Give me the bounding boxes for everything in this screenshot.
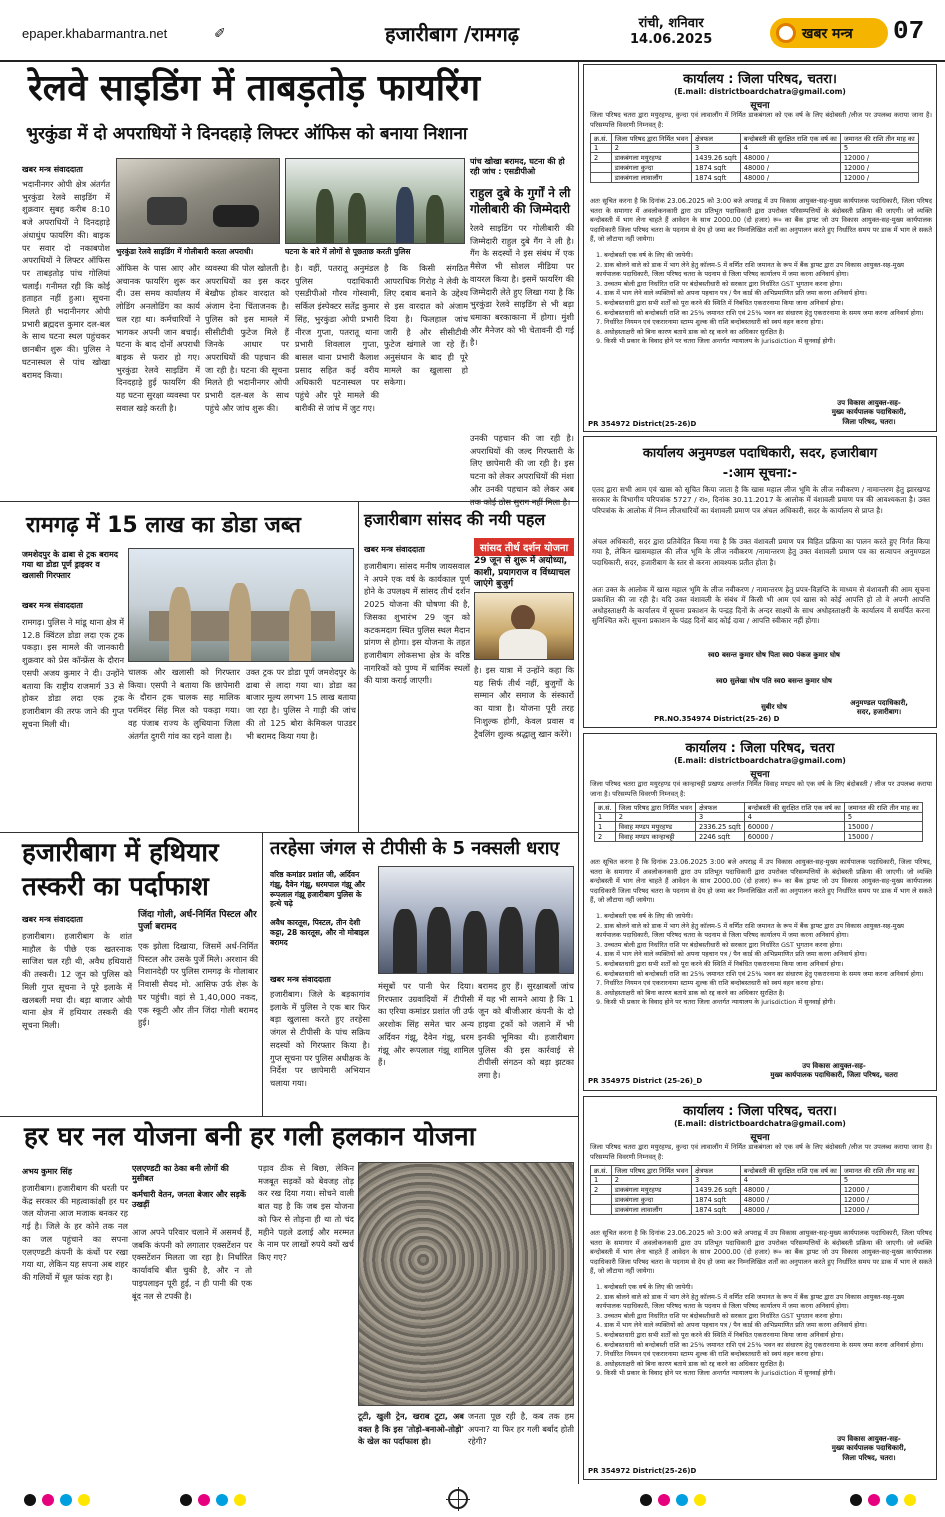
story2-col3: उक्त ट्रक पर डोडा पूर्ण जमशेदपुर के ढाबा से लादा गया था। डोडा का बाजार मूल्य लगभग 15 लाख बताया जा रहा है। पुलिस ने गाड़ी की जांच की तो 125 बोरा केमिकल पाउडर भी बरामद किया गया है।	[246, 667, 356, 741]
list-item: 5. बन्दोबस्तधारी द्वारा सभी शर्तों को पूरा करने की स्थिति में निबंधित एकरारनामा किया जाना अनिवार्य होगा।	[596, 299, 844, 308]
notice4-sign: उप विकास आयुक्त-सह- मुख्य कार्यपालक पदाधिकारी, जिला परिषद, चतरा।	[831, 1435, 907, 1462]
table-cell: 1874 sqft	[692, 1195, 741, 1205]
story5-kicker1: वरिष्ठ कमांडर प्रशांत जी, अर्दिवन गंझू, दैवेन गंझू, धरमपाल गंझू और रूपलाल गंझू हजारीबाग पुलिस के हत्थे चढ़े	[270, 870, 365, 909]
table-cell: डाकबंगला मयुरहण्ड	[611, 1185, 691, 1195]
brand-name: खबर मन्त्र	[802, 25, 853, 42]
column-divider	[578, 62, 579, 1484]
table-cell: 15000 /	[844, 832, 922, 842]
table-cell: 1	[595, 813, 616, 822]
table-cell: 1439.26 sqft	[692, 1185, 741, 1195]
table-header: क्षेत्रफल	[692, 1166, 741, 1176]
table-header: क्षेत्रफल	[692, 134, 741, 144]
cursor-icon: ✐	[214, 26, 226, 42]
city-day: रांची, शनिवार	[638, 16, 704, 31]
table-cell: 5	[844, 813, 922, 822]
section-title: हजारीबाग /रामगढ़	[385, 22, 519, 46]
story5-headline[interactable]: तरहेसा जंगल से टीपीसी के 5 नक्सली धराए	[270, 838, 560, 859]
registration-mark-icon	[448, 1489, 468, 1509]
table-cell: डाकबंगला कुन्दा	[611, 1195, 691, 1205]
table-cell: डाकबंगला मयुरहण्ड	[611, 153, 691, 163]
color-dot	[78, 1494, 90, 1506]
story1-col4: है। वहीं, पतरातू अनुमंडल पुलिस पदाधिकारी एसडीपीओ गौरव गोस्वामी, सर्किल इंस्पेक्टर सतेंद्र कुमार सिंह, भुरकुंडा ओपी प्रभारी नीरज गुप्ता, पतरातू थाना प्रभारी शिवलाल गुप्ता, बासल थाना प्रभारी कैलाश प्रसाद सहित कई वरीय अधिकारी घटनास्थल पर पहुंचे और पूरे मामले की बारीकी से जांच में जुट गए।	[295, 263, 379, 413]
table-row	[595, 813, 923, 822]
notice3-title: कार्यालय : जिला परिषद, चतरा	[685, 741, 835, 756]
story3-col2: है। इस यात्रा में उन्होंने कहा कि यह सिर्फ तीर्थ नहीं, बुजुर्गों के सम्मान और समाज के संस्कारों का यात्रा है। योजना पूरी तरह निःशुल्क होगी, केवल प्रवास व ट्रैवलिंग शुल्क श्रद्धालु खान करेंगे।	[474, 665, 574, 739]
date-value: 14.06.2025	[630, 32, 713, 48]
notice2-body2: अंचल अधिकारी, सदर द्वारा प्रतिवेदित किया गया है कि उक्त वंशावली प्रमाण पत्र विहित प्रक्रिया का पालन करते हुए निर्गत किया गया है, लेकिन खासमहाल की लीज भूमि के लीज नवीकरण /नामान्तरण हेतु उक्त वंशावली प्रमाण पत्र का सत्यापन अनुमण्डल पदाधिकारी, सदर, हजारीबाग के स्तर से करना आवश्यक प्रतीत होता है।	[592, 537, 930, 567]
story6-col3: पड़ाव ठीक से बिछा, लेकिन मजबूत सड़कों को बेवजह तोड़ कर रख दिया गया। सोचने वाली बात यह है कि जब इस योजना को फिर से तोड़ना ही था तो चंद महीने पहले ढलाई और मरम्मत के नाम पर लाखों रुपये क्यों खर्च किए गए?	[258, 1163, 354, 1262]
story6-kicker1: एलएण्डटी का ठेका बनी लोगों की मुसीबत	[132, 1164, 229, 1184]
story1-caption2: घटना के बारे में लोगों से पूछताछ करती पुलिस	[285, 247, 411, 256]
color-dot	[850, 1494, 862, 1506]
story2-photo-press	[128, 548, 354, 662]
story1-photo-police	[285, 158, 465, 244]
table-header: जमानत की राशि तीन माह का	[844, 803, 922, 813]
table-header: जिला परिषद द्वारा निर्मित भवन	[615, 803, 695, 813]
table-cell: 4	[740, 144, 840, 153]
table-header: बन्दोबस्ती की सुरक्षित राशि एक वर्ष का	[744, 803, 844, 813]
table-cell: 15000 /	[844, 822, 922, 832]
list-item: 4. डाक में भाग लेने वाले व्यक्तियों को अपना पहचान पत्र / पैन कार्ड की अभिप्रमाणित प्रति जमा करना अनिवार्य होगा।	[596, 950, 867, 959]
table-cell: डाकबंगला लावालौंग	[611, 1205, 691, 1215]
table-cell: 3	[692, 1176, 741, 1185]
table-cell: 2	[591, 1185, 612, 1195]
table-cell: 48000 /	[740, 153, 840, 163]
table-cell: 1874 sqft	[692, 163, 741, 173]
story4-col2: एक झोला दिखाया, जिसमें अर्ध-निर्मित पिस्टल और उसके पुर्जे मिले। अरशान की निशानदेही पर पुलिस रामगढ़ के गोलाबार निवासी सैयद मो. आसिफ उर्फ शेरू के घर पहुंची। वहां से 1,40,000 नकद, एक स्कूटी और तीन जिंदा गोली बरामद हुई।	[138, 941, 258, 1028]
story5-kicker2: अवैध कारतूस, पिस्टल, तीन देशी कट्टा, 28 कारतूस, और नो मोबाइल बरामद	[270, 918, 369, 947]
notice4-pr: PR 354972 District(25-26)D	[588, 1467, 697, 1475]
table-header: क्षेत्रफल	[696, 803, 745, 813]
notice1-title: कार्यालय : जिला परिषद, चतरा।	[683, 72, 837, 87]
notice2-title: कार्यालय अनुमण्डल पदाधिकारी, सदर, हजारीबाग	[642, 446, 878, 461]
list-item: 5. बन्दोबस्तधारी द्वारा सभी शर्तों को पूरा करने की स्थिति में निबंधित एकरारनामा किया जाना अनिवार्य होगा।	[596, 1331, 844, 1340]
table-cell: 1	[595, 822, 616, 832]
list-item: 1. बन्दोबस्ती एक वर्ष के लिए की जायेगी।	[596, 912, 693, 920]
table-header: क्र.सं.	[595, 803, 616, 813]
color-dot	[180, 1494, 192, 1506]
story1-subheadline: भुरकुंडा में दो अपराधियों ने दिनदहाड़े लिफ्टर ऑफिस को बनाया निशाना	[26, 124, 468, 144]
table-cell	[591, 163, 612, 173]
list-item: 1. बन्दोबस्ती एक वर्ष के लिए की जायेगी।	[596, 1283, 693, 1291]
story5-photo-naxal	[378, 866, 574, 974]
story1-col7: उनकी पहचान की जा रही है। अपराधियों की जल्द गिरफ्तारी के लिए छापेमारी की जा रही है। इस घटना को लेकर अपराधियों की मंशा और उनकी पहचान को लेकर अब तक कोई ठोस सुराग नहीं मिला है।	[470, 433, 574, 507]
notice1-intro: जिला परिषद चतरा द्वारा मयुरहण्ड, कुन्दा एवं लावालौंग में निर्मित डाकबंगला को एक वर्ष के लिए बंदोबस्ती /लीज पर उपलब्ध कराया जाना है। परिसम्पत्ति विवरणी निम्नवत् है:	[590, 111, 932, 129]
notice1-pr: PR 354972 District(25-26)D	[588, 420, 697, 428]
table-cell	[591, 1195, 612, 1205]
table-header: जमानत की राशि तीन माह का	[840, 1166, 918, 1176]
story5-col3: बरामद हुए हैं। सुरक्षाबलों जांच में यह भी सामने आया है कि 1 जून को बीजीआर कंपनी के दो हाइवा ट्रकों को जलाने में भी इनकी भूमिका थी। हजारीबाग पुलिस की इस कार्रवाई से टीपीसी संगठन को बड़ा झटका लगा है।	[478, 981, 574, 1080]
notice2-tree1: स्व0 बसन्त कुमार घोष पिता स्व0 पंकज कुमार घोष	[708, 651, 840, 659]
color-dot	[676, 1494, 688, 1506]
color-dot	[886, 1494, 898, 1506]
story5-byline: खबर मन्त्र संवाददाता	[270, 975, 331, 984]
list-item: 6. बन्दोबस्तधारी को बन्दोबस्ती राशि का 25% जमानत राशि एवं 25% भवन का संधारण हेतु एकरारनामा के समय जमा करना अनिवार्य होगा।	[596, 1340, 924, 1349]
notice2-label: -:आम सूचना:-	[722, 466, 798, 481]
table-cell: 3	[692, 144, 741, 153]
story6-col2: आज अपने परिवार चलाने में असमर्थ हैं, जबकि कंपनी को लगातार एक्सटेंशन पर एक्सटेंशन मिलता जा रहा है। निर्धारित कार्यावधि बीत चुकी है, और न तो पाइपलाइन पूरी हुई, न ही पानी की एक बूंद नल से टपकी है।	[132, 1227, 252, 1301]
notice3-conditions	[596, 912, 930, 1062]
notice4-email[interactable]: (E.mail: districtboardchatra@gmail.com)	[674, 1119, 846, 1128]
notice3-body: अतः सूचित करना है कि दिनांक 23.06.2025 3:00 बजे अपराह्न में उप विकास आयुक्त-सह-मुख्य कार्यपालक पदाधिकारी, जिला परिषद, चतरा के समागार में अवलोकनकारी द्वारा उप प्रतिभूत पदाधिकारी द्वारा उपरोक्त परिसम्पत्तियों के बंदोबस्ती प्रक्रिया की जाएगी। जो व्यक्ति बन्दोबस्ती में भाग लेना चाहते हैं आवेदन के साथ 2000.00 (दो हजार) रू० का बैंक ड्राफ्ट जो उप विकास आयुक्त-सह-मुख्य कार्यपालक पदाधिकारी जिला परिषद चतरा के पदनाम से देय हो जमा कर निम्नलिखित शर्तों का अनुपालन करते हुए निर्धारित समय पर डाक में भाग ले सकते हैं, जो लौटाया नहीं जायेगा।	[590, 858, 932, 905]
story1-sidebar-headline: राहुल दुबे के गुर्गों ने ली गोलीबारी की जिम्मेदारी	[470, 186, 571, 216]
section-divider	[0, 1116, 578, 1117]
table-cell: 1	[591, 1176, 612, 1185]
table-cell: 3	[696, 813, 745, 822]
list-item: 4. डाक में भाग लेने वाले व्यक्तियों को अपना पहचान पत्र / पैन कार्ड की अभिप्रमाणित प्रति जमा करना अनिवार्य होगा।	[596, 289, 867, 298]
table-cell: 48000 /	[740, 1185, 840, 1195]
story2-col2: चालक और खलासी को गिरफ्तार किया। एसपी ने बताया कि छापेमारी के दौरान ट्रक चालक सह मालिक परमिंदर सिंह मिल को पकड़ा गया। वह पंजाब राज्य के लुधियाना जिला अंतर्गत दुगरी गांव का रहने वाला है।	[128, 667, 240, 741]
table-header: क्र.सं.	[591, 1166, 612, 1176]
notice1-table	[590, 133, 919, 183]
notice-zila-parishad-2	[583, 733, 937, 1091]
notice2-tree2: स्व0 सुलेखा घोष पति स्व0 बसन्त कुमार घोष	[716, 677, 832, 685]
story2-byline: खबर मन्त्र संवाददाता	[22, 601, 83, 610]
story1-col5: है कि किसी संगठित आपराधिक गिरोह ने लेवी के लिए दबाव बनाने के उद्देश्य से इस वारदात को अंजाम दिया है। फिलहाल जांच जारी है और सीसीटीवी फुटेज खंगाले जा रहे हैं। अनुसंधान के बाद ही पूरे मामले का खुलासा हो सकेगा।	[384, 263, 468, 388]
list-item: 9. किसी भी प्रकार के विवाद होने पर चतरा जिला अन्तर्गत न्यायालय के jurisdiction में सुनवाई होगी।	[596, 1369, 836, 1378]
table-cell: 1874 sqft	[692, 1205, 741, 1215]
story5-col1: हजारीबाग। जिले के बड़कागांव इलाके में पुलिस ने एक बार फिर बड़ा खुलासा करते हुए तरहेसा जंगल से टीपीसी के पांच सक्रिय सदस्यों को गिरफ्तार किया है। गुप्त सूचना पर पुलिस अधीक्षक के निर्देश पर छापेमारी अभियान चलाया गया।	[270, 989, 370, 1088]
logo-emblem-icon	[776, 23, 796, 43]
story4-kicker: जिंदा गोली, अर्ध-निर्मित पिस्टल और पुर्जा बरामद	[138, 910, 257, 932]
list-item: 8. अधोहस्ताक्षरी को बिना कारण बताये डाक को रद्द करने का अधिकार सुरक्षित है।	[596, 1359, 785, 1368]
notice3-pr: PR 354975 District (25-26)_D	[588, 1077, 703, 1085]
story6-caption: टूटी, खुली ट्रेन, खराब टूटा, अब वक्त है कि इस 'तोड़ो-बनाओ-तोड़ो' के खेल का पर्दाफाश हो।	[358, 1411, 464, 1447]
list-item: 8. अधोहस्ताक्षरी को बिना कारण बताये डाक को रद्द करने का अधिकार सुरक्षित है।	[596, 988, 785, 997]
table-cell: 2	[595, 832, 616, 842]
notice4-title: कार्यालय : जिला परिषद, चतरा।	[683, 1104, 837, 1119]
edition-date	[630, 16, 712, 49]
page-number: 07	[893, 16, 925, 46]
story6-col1: हजारीबाग। हजारीबाग की धरती पर केंद्र सरकार की महत्वाकांक्षी हर घर जल योजना आज मजाक बनकर रह गई है। जिले के हर कोने तक नल का जल पहुंचाने का सपना एलएण्डटी कंपनी के कंधों पर रखा गया था, लेकिन यह सपना अब शहर की गलियों में धूल फांक रहा है।	[22, 1183, 128, 1282]
site-url[interactable]: epaper.khabarmantra.net	[22, 26, 168, 41]
table-header: बन्दोबस्ती की सुरक्षित राशि एक वर्ष का	[740, 134, 840, 144]
story4-headline-2[interactable]: तस्करी का पर्दाफाश	[22, 872, 209, 902]
table-cell: 48000 /	[740, 1205, 840, 1215]
notice3-email[interactable]: (E.mail: districtboardchatra@gmail.com)	[674, 756, 846, 765]
table-header: क्र.सं.	[591, 134, 612, 144]
color-dot	[234, 1494, 246, 1506]
table-cell: 5	[840, 144, 918, 153]
table-cell: 48000 /	[740, 163, 840, 173]
color-dot	[868, 1494, 880, 1506]
table-cell: 48000 /	[740, 1195, 840, 1205]
story2-headline[interactable]: रामगढ़ में 15 लाख का डोडा जब्त	[26, 513, 301, 538]
table-cell: डाकबंगला कुन्दा	[611, 163, 691, 173]
color-dot	[60, 1494, 72, 1506]
table-row	[591, 1185, 919, 1195]
story3-photo-mp	[474, 592, 574, 660]
notice4-label: सूचना	[750, 1133, 770, 1143]
notice2-body3: अतः उक्त के आलोक में खास महाल भूमि के लीज नवीकरण / नामान्तरण हेतु प्रपत्र-विज्ञप्ति के माध्यम से वंशावली की आम सूचना प्रकाशित की जा रही है। यदि उक्त वंशावली के संबंध में किसी भी आम एवं खास को कोई आपत्ति हो तो वे अपनी आपत्ति अधोहस्ताक्षरी के कार्यालय में सूचना प्रकाशन के पन्द्रह दिनों के अन्दर साक्ष्यों के साथ अधोहस्ताक्षरी के कार्यालय में समर्पित करना सुनिश्चित करें। सूचना प्रकाशन के पंद्रह दिनों बाद कोई दावा / आपत्ति स्वीकार नहीं होगा।	[592, 585, 930, 626]
table-cell: 12000 /	[840, 1205, 918, 1215]
notice3-table	[594, 802, 923, 842]
table-row	[591, 1205, 919, 1215]
section-divider	[0, 832, 578, 833]
table-cell: 12000 /	[840, 163, 918, 173]
table-cell: 4	[744, 813, 844, 822]
notice2-pr: PR.NO.354974 District(25-26) D	[654, 715, 780, 723]
table-row	[591, 153, 919, 163]
story1-sidebar-body: रेलवे साइडिंग पर गोलीबारी की जिम्मेदारी राहुल दुबे गैंग ने ली है। गैंग के सदस्यों ने इस संबंध में एक मैसेज भी सोशल मीडिया पर वायरल किया है। इसमें फायरिंग की जिम्मेदारी लेते हुए लिखा गया है कि भुरकुंडा रेलवे साइडिंग से भी बड़ा धमाका बरकाकाना में होगा। मुंशी और मैनेजर को भी चेतावनी दी गई है।	[470, 223, 574, 348]
notice4-body: अतः सूचित करना है कि दिनांक 23.06.2025 को 3:00 बजे अपराह्न में उप विकास आयुक्त-सह-मुख्य कार्यपालक पदाधिकारी, जिला परिषद चतरा के समागार में अवलोकनकारी द्वारा उप प्रतिभूत पदाधिकारी द्वारा उपरोक्त परिसम्पत्तियों के बंदोबस्ती प्रक्रिया की जाएगी। जो व्यक्ति बन्दोबस्ती में भाग लेना चाहते हैं आवेदन के साथ 2000.00 (दो हजार) रू० का बैंक ड्राफ्ट जो उप विकास आयुक्त-सह-मुख्य कार्यपालक पदाधिकारी जिला परिषद चतरा के पदनाम से देय हो जमा कर निम्नलिखित शर्तों का अनुपालन करते हुए निर्धारित समय पर डाक में भाग ले सकते हैं, जो लौटाया नहीं जायेगा।	[590, 1229, 932, 1276]
story4-byline: खबर मन्त्र संवाददाता	[22, 915, 83, 924]
story6-byline: अभय कुमार सिंह	[22, 1167, 72, 1176]
table-row	[591, 163, 919, 173]
list-item: 1. बन्दोबस्ती एक वर्ष के लिए की जायेगी।	[596, 251, 693, 259]
story1-caption1: भुरकुंडा रेलवे साइडिंग में गोलीबारी करता अपराधी।	[116, 247, 254, 256]
brand-logo[interactable]	[770, 18, 888, 48]
list-item: 3. उच्चतम बोली द्वारा निर्धारित राशि पर बंदोबस्तीधारी को सरकार द्वारा निर्धारित GST भुगतान करना होगा।	[596, 279, 843, 288]
table-row	[595, 822, 923, 832]
story2-kicker: जमशेदपुर के ढाबा से ट्रक बरामद गया था डोडा पूर्ण ड्राइवर व खलासी गिरफ्तार	[22, 550, 119, 580]
story3-headline[interactable]: हजारीबाग सांसद की नयी पहल	[364, 510, 546, 529]
table-cell: डाकबंगला लावालौंग	[611, 173, 691, 183]
story1-col1: भदानीनगर ओपी क्षेत्र अंतर्गत भुरकुंडा रेलवे साइडिंग में शुक्रवार सुबह करीब 8:10 बजे अपराधियों ने दिनदहाड़े अंधाधुंध फायरिंग की। बाइक पर सवार दो नकाबपोश अपराधियों ने लिफ्टर ऑफिस पर ताबड़तोड़ पांच गोलियां चलाईं। गनीमत रही कि कोई हताहत नहीं हुआ। सूचना मिलते ही भदानीनगर ओपी प्रभारी ब्रह्मदत्त कुमार दल-बल के साथ घटना स्थल पहुंचकर छानबीन शुरू की। पुलिस ने घटनास्थल से पांच खोखा बरामद किया।	[22, 179, 110, 380]
notice4-intro: जिला परिषद चतरा द्वारा मयुरहण्ड, कुन्दा एवं लावालौंग में निर्मित डाकबंगला को एक वर्ष के लिए बंदोबस्ती /लीज पर उपलब्ध कराया जाना है। परिसम्पत्ति विवरणी निम्नवत् है:	[590, 1143, 932, 1161]
story1-col3: व्यवस्था की पोल खोलती है। अपराधियों का इस कदर बेखौफ होकर वारदात को अंजाम देना चिंताजनक है। पुलिस को इस मामले में सीसीटीवी फुटेज मिले हैं जिनके आधार पर अपराधियों की पहचान की जा रही है। घटना की सूचना मिलते ही भदानीनगर ओपी प्रभारी दल-बल के साथ पहुंचे और जांच शुरू की।	[205, 263, 289, 413]
list-item: 7. निर्धारित नियमन एवं एकरारनामा स्टाम्प शुल्क की राशि बन्दोबस्तधारी को स्वयं वहन करना होगा।	[596, 979, 824, 988]
table-header: जिला परिषद द्वारा निर्मित भवन	[611, 134, 691, 144]
table-cell: 48000 /	[740, 173, 840, 183]
notice2-body1: एतद द्वारा सभी आम एवं खास को सूचित किया जाता है कि खास महाल लीज भूमि के लीज नवीकरण / नामान्तरण हेतु झारखण्ड सरकार के विभागीय परिपत्रांक 5727 / रा०, दिनांक 30.11.2017 के आलोक में वंशावली प्रमाण पत्र की आवश्यकता है। उक्त परिपत्रांक के आलोक में निम्न लीजधारियों का वंशावली प्रमाण पत्र अंचल अधिकारी, सदर के कार्यालय से प्राप्त है।	[592, 485, 930, 515]
story3-tag-sub: 29 जून से शुरू में अयोध्या, काशी, प्रयागराज व विंध्याचल जाएंगे बुजुर्ग	[474, 556, 571, 590]
list-item: 3. उच्चतम बोली द्वारा निर्धारित राशि पर बंदोबस्तीधारी को सरकार द्वारा निर्धारित GST भुगतान करना होगा।	[596, 1311, 843, 1320]
table-cell: 2	[611, 1176, 691, 1185]
table-cell: 2	[591, 153, 612, 163]
notice-anumandal	[583, 436, 937, 728]
table-cell: 1439.26 sqft	[692, 153, 741, 163]
table-cell: 60000 /	[744, 832, 844, 842]
notice4-conditions	[596, 1283, 930, 1431]
notice3-label: सूचना	[750, 770, 770, 780]
story1-headline[interactable]: रेलवे साइडिंग में ताबड़तोड़ फायरिंग	[28, 68, 481, 109]
notice1-sign: उप विकास आयुक्त-सह- मुख्य कार्यपालक पदाधिकारी, जिला परिषद, चतरा।	[831, 399, 907, 426]
table-cell: 12000 /	[840, 153, 918, 163]
story1-photo-firing	[116, 158, 280, 244]
table-row	[595, 832, 923, 842]
table-cell: 5	[840, 1176, 918, 1185]
table-cell: 60000 /	[744, 822, 844, 832]
table-cell: 4	[740, 1176, 840, 1185]
column-divider	[358, 501, 359, 832]
color-dot	[198, 1494, 210, 1506]
story1-col2: ऑफिस के पास आए और अचानक फायरिंग शुरू कर दी। उस समय कार्यालय में लोडिंग अनलोडिंग का कार्य चल रहा था। कर्मचारियों ने भागकर अपनी जान बचाई। घटना के बाद दोनों अपराधी बाइक से फरार हो गए। भुरकुंडा रेलवे साइडिंग में दिनदहाड़े हुई फायरिंग की यह घटना सुरक्षा व्यवस्था पर सवाल खड़े करती है।	[116, 263, 200, 413]
story6-headline[interactable]: हर घर नल योजना बनी हर गली हलकान योजना	[24, 1122, 476, 1152]
notice1-body: अतः सूचित करना है कि दिनांक 23.06.2025 को 3:00 बजे अपराह्न में उप विकास आयुक्त-सह-मुख्य कार्यपालक पदाधिकारी, जिला परिषद चतरा के समागार में अवलोकनकारी द्वारा उप प्रतिभूत पदाधिकारी द्वारा उपरोक्त परिसम्पत्तियों के बंदोबस्ती प्रक्रिया की जाएगी। जो व्यक्ति बन्दोबस्ती में भाग लेना चाहते हैं आवेदन के साथ 2000.00 (दो हजार) रू० का बैंक ड्राफ्ट जो उप विकास आयुक्त-सह-मुख्य कार्यपालक पदाधिकारी जिला परिषद चतरा के पदनाम से देय हो जमा कर निम्नलिखित शर्तों का अनुपालन करते हुए निर्धारित समय पर डाक में भाग ले सकते हैं, जो लौटाया नहीं जायेगा।	[590, 197, 932, 244]
table-cell	[591, 173, 612, 183]
list-item: 2. डाक बोलने वाले को डाक में भाग लेने हेतु कॉलम-5 में वर्णित राशि जमानत के रूप में बैंक ड्राफ्ट द्वारा उप विकास आयुक्त-सह-मुख्य कार्यपालक पदाधिकारी, जिला परिषद चतरा के पदनाम से जिला परिषद कार्यालय में जमा करना अनिवार्य होगा।	[596, 260, 905, 279]
table-cell: 2336.25 sqft	[696, 822, 745, 832]
color-dot	[658, 1494, 670, 1506]
table-cell: 1	[591, 144, 612, 153]
table-cell: 2	[611, 144, 691, 153]
list-item: 6. बन्दोबस्तधारी को बन्दोबस्ती राशि का 25% जमानत राशि एवं 25% भवन का संधारण हेतु एकरारनामा के समय जमा करना अनिवार्य होगा।	[596, 308, 924, 317]
table-cell	[591, 1205, 612, 1215]
table-header: बन्दोबस्ती की सुरक्षित राशि एक वर्ष का	[740, 1166, 840, 1176]
masthead	[0, 0, 945, 62]
story3-col1: हजारीबाग। सांसद मनीष जायसवाल ने अपने एक वर्ष के कार्यकाल पूर्ण होने के उपलक्ष्य में सांसद तीर्थ दर्शन 2025 योजना की घोषणा की है, जिसका शुभारंभ 29 जून को कटकमदाग स्थित पुलिस स्थल मैदान प्रांगण से होगा। इस योजना के तहत हजारीबाग लोकसभा क्षेत्र के वरिष्ठ नागरिकों को पुण्य में धार्मिक स्थलों की यात्रा कराई जाएगी।	[364, 561, 470, 686]
color-dot	[24, 1494, 36, 1506]
list-item: 9. किसी भी प्रकार के विवाद होने पर चतरा जिला अन्तर्गत न्यायालय के jurisdiction में सुनवाई होगी।	[596, 998, 836, 1007]
list-item: 7. निर्धारित नियमन एवं एकरारनामा स्टाम्प शुल्क की राशि बन्दोबस्तधारी को स्वयं वहन करना होगा।	[596, 318, 824, 327]
story6-kicker2: कर्मचारी वेतन, जनता बेजार और सड़कें उखड़ीं	[132, 1190, 246, 1210]
table-row	[591, 144, 919, 153]
notice4-table	[590, 1165, 919, 1215]
print-color-bar	[0, 1485, 945, 1515]
table-cell: 12000 /	[840, 173, 918, 183]
table-row	[595, 803, 923, 813]
table-row	[591, 1176, 919, 1185]
story4-col1: हजारीबाग। हजारीबाग के शांत माहौल के पीछे एक खतरनाक साजिश चल रही थी, अवैध हथियारों की तस्करी। 12 जून को पुलिस को मिली गुप्त सूचना ने पूरे इलाके में खलबली मचा दी। बड़ा बाजार ओपी थाना क्षेत्र में हथियार तस्करी की सूचना मिली।	[22, 931, 132, 1030]
list-item: 2. डाक बोलने वाले को डाक में भाग लेने हेतु कॉलम-5 में वर्णित राशि जमानत के रूप में बैंक ड्राफ्ट द्वारा उप विकास आयुक्त-सह-मुख्य कार्यपालक पदाधिकारी, जिला परिषद चतरा के पदनाम से जिला परिषद कार्यालय में जमा करना अनिवार्य होगा।	[596, 1292, 905, 1311]
list-item: 6. बन्दोबस्तधारी को बन्दोबस्ती राशि का 25% जमानत राशि एवं 25% भवन का संधारण हेतु एकरारनामा के समय जमा करना अनिवार्य होगा।	[596, 969, 924, 978]
story3-byline: खबर मन्त्र संवाददाता	[364, 545, 425, 554]
table-header: जिला परिषद द्वारा निर्मित भवन	[611, 1166, 691, 1176]
table-cell: विवाह मण्डप मयुरहण्ड	[615, 822, 695, 832]
table-cell: 12000 /	[840, 1185, 918, 1195]
color-dot	[904, 1494, 916, 1506]
color-dot	[694, 1494, 706, 1506]
story6-caption2: जनता पूछ रही है, कब तक हम अपना? या फिर हर गली बर्बाद होती रहेगी?	[468, 1411, 574, 1447]
list-item: 4. डाक में भाग लेने वाले व्यक्तियों को अपना पहचान पत्र / पैन कार्ड की अभिप्रमाणित प्रति जमा करना अनिवार्य होगा।	[596, 1321, 867, 1330]
notice1-email[interactable]: (E.mail: districtboardchatra@gmail.com)	[674, 87, 846, 96]
list-item: 7. निर्धारित नियमन एवं एकरारनामा स्टाम्प शुल्क की राशि बन्दोबस्तधारी को स्वयं वहन करना होगा।	[596, 1350, 824, 1359]
story2-col1: रामगढ़। पुलिस ने मांडू थाना क्षेत्र में 12.8 क्विंटल डोडा लदा एक ट्रक पकड़ा। इस मामले की जानकारी शुक्रवार को प्रेस कॉन्फ्रेंस के दौरान एसपी अजय कुमार ने दी। उन्होंने बताया कि राष्ट्रीय राजमार्ग 33 से होकर डोडा लदा एक ट्रक हजारीबाग की तरफ जाने की गुप्त सूचना मिली थी।	[22, 617, 124, 729]
story3-tag: सांसद तीर्थ दर्शन योजना	[474, 538, 574, 556]
list-item: 3. उच्चतम बोली द्वारा निर्धारित राशि पर बंदोबस्तीधारी को सरकार द्वारा निर्धारित GST भुगतान करना होगा।	[596, 940, 843, 949]
story4-headline-1[interactable]: हजारीबाग में हथियार	[22, 838, 219, 868]
notice-zila-parishad-1	[583, 64, 937, 432]
notice-zila-parishad-3	[583, 1096, 937, 1480]
notice2-sign: अनुमण्डल पदाधिकारी, सदर, हजारीबाग।	[850, 699, 908, 717]
color-dot	[216, 1494, 228, 1506]
notice1-label: सूचना	[750, 101, 770, 111]
table-header: जमानत की राशि तीन माह का	[840, 134, 918, 144]
table-row	[591, 173, 919, 183]
list-item: 8. अधोहस्ताक्षरी को बिना कारण बताये डाक को रद्द करने का अधिकार सुरक्षित है।	[596, 327, 785, 336]
column-divider	[262, 832, 263, 1116]
list-item: 9. किसी भी प्रकार के विवाद होने पर चतरा जिला अन्तर्गत न्यायालय के jurisdiction में सुनवाई होगी।	[596, 337, 836, 346]
notice2-tree3: सुबीर घोष	[761, 703, 787, 711]
color-dot	[42, 1494, 54, 1506]
list-item: 5. बन्दोबस्तधारी द्वारा सभी शर्तों को पूरा करने की स्थिति में निबंधित एकरारनामा किया जाना अनिवार्य होगा।	[596, 960, 844, 969]
notice3-sign: उप विकास आयुक्त-सह- मुख्य कार्यपालक पदाधिकारी, जिला परिषद, चतरा	[770, 1062, 898, 1080]
story1-sidebar-kicker: पांच खोखा बरामद, घटना की हो रही जांच : एसडीपीओ	[470, 157, 565, 177]
list-item: 2. डाक बोलने वाले को डाक में भाग लेने हेतु कॉलम-5 में वर्णित राशि जमानत के रूप में बैंक ड्राफ्ट द्वारा उप विकास आयुक्त-सह-मुख्य कार्यपालक पदाधिकारी, जिला परिषद चतरा के पदनाम से जिला परिषद कार्यालय में जमा करना अनिवार्य होगा।	[596, 921, 905, 940]
table-row	[591, 1166, 919, 1176]
notice3-intro: जिला परिषद चतरा द्वारा मयुरहण्ड एवं कान्हाचट्टी प्रखण्ड अन्तर्गत निर्मित विवाह मण्डप को एक वर्ष के लिए बंदोबस्ती / लीज पर उपलब्ध कराया जाना है। परिसम्पत्ति विवरणी निम्नवत् है:	[590, 780, 932, 798]
story1-byline: खबर मन्त्र संवाददाता	[22, 165, 83, 174]
table-row	[591, 1195, 919, 1205]
story6-photo-road	[358, 1162, 574, 1406]
table-cell: 2246 sqft	[696, 832, 745, 842]
story5-col2: मंसूबों पर पानी फेर दिया। गिरफ्तार उग्रवादियों में टीपीसी का एरिया कमांडर प्रशांत जी उर्फ अरशोक सिंह समेत चार अन्य अर्दिवन गंझू, दैवेन गंझू, धरम गंझू और रूपलाल गंझू शामिल हैं।	[378, 981, 474, 1068]
table-cell: 2	[615, 813, 695, 822]
table-cell: 12000 /	[840, 1195, 918, 1205]
table-cell: विवाह मण्डप कान्हाचट्टी	[615, 832, 695, 842]
table-cell: 1874 sqft	[692, 173, 741, 183]
color-dot	[640, 1494, 652, 1506]
notice1-conditions	[596, 251, 930, 399]
table-row	[591, 134, 919, 144]
